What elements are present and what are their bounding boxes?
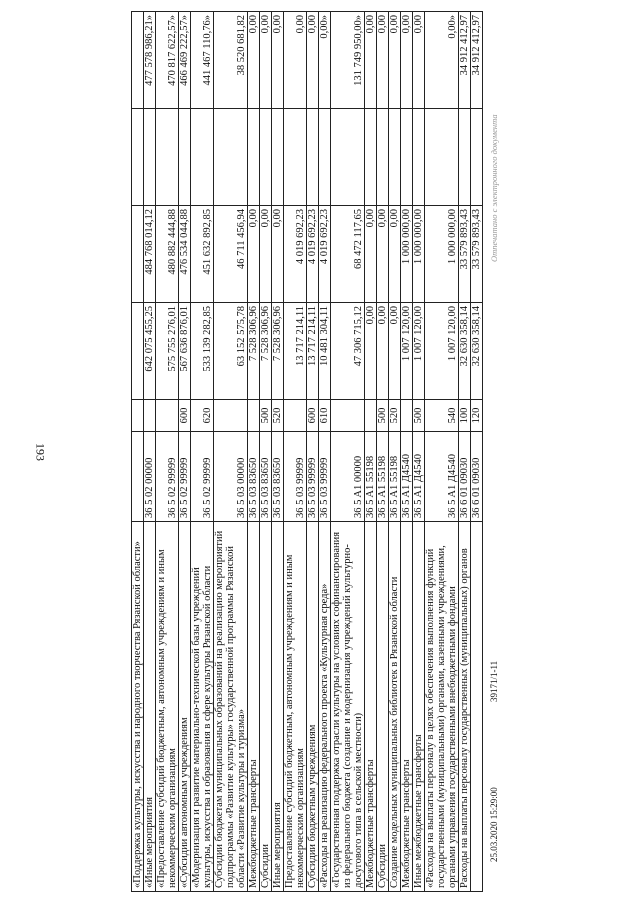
cell-s4: 0,00 (284, 12, 307, 109)
cell-s3 (389, 109, 401, 206)
cell-name: Расходы на выплаты персоналу государственных (муниципальных) органов (459, 522, 471, 892)
cell-s4: 470 817 622,57» (156, 12, 179, 109)
cell-s1: 0,00 (377, 303, 389, 400)
cell-s4: 477 578 986,21» (144, 12, 156, 109)
table-row (284, 12, 307, 892)
cell-code: 36 5 A1 00000 (331, 432, 365, 522)
table-row (377, 12, 389, 892)
cell-code: 36 5 02 99999 (191, 432, 214, 522)
cell-s2: 1 000 000,00 (401, 206, 413, 303)
cell-name: Субсидии бюджетам муниципальных образований на реализацию мероприятий подпрограммы «Развитие культуры» государственной программы Рязанской области «Развитие культуры и туризма» (214, 522, 248, 892)
cell-s4: 0,00 (401, 12, 413, 109)
cell-s2: 484 768 014,12 (144, 206, 156, 303)
cell-code: 36 5 02 00000 (144, 432, 156, 522)
cell-s1 (132, 303, 144, 400)
cell-s1: 10 481 304,11 (319, 303, 331, 400)
cell-code: 36 5 03 00000 (214, 432, 248, 522)
cell-s4: 466 469 222,57» (179, 12, 191, 109)
cell-s3 (471, 109, 483, 206)
table-row (459, 12, 471, 892)
cell-code: 36 5 A1 55198 (377, 432, 389, 522)
cell-name (471, 522, 483, 892)
table-row (132, 12, 144, 892)
cell-vr: 520 (389, 400, 401, 432)
cell-s2: 480 882 444,88 (156, 206, 179, 303)
cell-s4: 34 912 412,97 (459, 12, 471, 109)
cell-s3 (179, 109, 191, 206)
cell-s4: 0,00» (319, 12, 331, 109)
cell-s3 (144, 109, 156, 206)
cell-s3 (319, 109, 331, 206)
table-row (179, 12, 191, 892)
cell-s2: 46 711 456,94 (214, 206, 248, 303)
cell-vr: 500 (377, 400, 389, 432)
cell-s1: 567 636 876,01 (179, 303, 191, 400)
cell-vr (214, 400, 248, 432)
cell-vr (132, 400, 144, 432)
cell-s2: 0,00 (389, 206, 401, 303)
table-row (272, 12, 284, 892)
cell-s1: 533 139 282,85 (191, 303, 214, 400)
cell-s4: 0,00 (260, 12, 272, 109)
cell-name: «Государственная поддержка отрасли культуры на условиях софинансирования из федерального бюджета (создание и модернизация учреждений культурно-досугового типа в сельской местности) (331, 522, 365, 892)
cell-vr (284, 400, 307, 432)
cell-s3 (365, 109, 377, 206)
cell-s1: 7 528 306,96 (260, 303, 272, 400)
cell-name: Субсидии бюджетным учреждениям (307, 522, 319, 892)
cell-s4: 0,00 (272, 12, 284, 109)
cell-code: 36 5 03 99999 (319, 432, 331, 522)
cell-vr: 610 (319, 400, 331, 432)
cell-s2: 0,00 (377, 206, 389, 303)
cell-code: 36 6 01 09030 (459, 432, 471, 522)
table-row (319, 12, 331, 892)
cell-s1: 7 528 306,96 (248, 303, 260, 400)
cell-code: 36 5 A1 Д4540 (413, 432, 425, 522)
cell-s2: 476 534 044,88 (179, 206, 191, 303)
cell-s3 (425, 109, 459, 206)
cell-code: 36 5 02 99999 (156, 432, 179, 522)
cell-s2: 33 579 893,43 (471, 206, 483, 303)
cell-s2: 4 019 692,23 (319, 206, 331, 303)
table-row (214, 12, 248, 892)
table-row (389, 12, 401, 892)
cell-s4: 0,00 (248, 12, 260, 109)
cell-s2: 0,00 (260, 206, 272, 303)
table-row (331, 12, 365, 892)
cell-s1: 575 755 276,01 (156, 303, 179, 400)
cell-vr: 540 (425, 400, 459, 432)
cell-name: «Предоставление субсидий бюджетным, автономным учреждениям и иным некоммерческим организациям (156, 522, 179, 892)
cell-code: 36 5 A1 55198 (389, 432, 401, 522)
cell-vr: 600 (307, 400, 319, 432)
page-number: 193 (33, 443, 48, 461)
cell-vr: 620 (191, 400, 214, 432)
cell-code: 36 5 A1 Д4540 (401, 432, 413, 522)
rotated-sheet (131, 12, 509, 892)
cell-vr (248, 400, 260, 432)
cell-name: Предоставление субсидий бюджетным, автономным учреждениям и иным некоммерческим организациям (284, 522, 307, 892)
cell-s1: 1 007 120,00 (425, 303, 459, 400)
cell-vr: 120 (471, 400, 483, 432)
table-row (156, 12, 179, 892)
cell-vr: 500 (260, 400, 272, 432)
footer (487, 12, 509, 892)
table-row (307, 12, 319, 892)
cell-code: 36 6 01 09030 (471, 432, 483, 522)
cell-code (132, 432, 144, 522)
electronic-stamp: Отпечатано с электронного документа (489, 114, 499, 262)
cell-name: Межбюджетные трансферты (365, 522, 377, 892)
cell-s3 (377, 109, 389, 206)
cell-s2: 68 472 117,65 (331, 206, 365, 303)
cell-s3 (413, 109, 425, 206)
cell-s1: 7 528 306,96 (272, 303, 284, 400)
cell-s4: 441 467 110,76» (191, 12, 214, 109)
cell-s3 (459, 109, 471, 206)
table-row (401, 12, 413, 892)
cell-s2: 0,00 (248, 206, 260, 303)
cell-s2: 4 019 692,23 (284, 206, 307, 303)
cell-name: Создание модельных муниципальных библиотек в Рязанской области (389, 522, 401, 892)
cell-s3 (248, 109, 260, 206)
cell-s4: 0,00 (365, 12, 377, 109)
cell-s1: 1 007 120,00 (401, 303, 413, 400)
cell-s2: 0,00 (272, 206, 284, 303)
cell-name: Иные мероприятия (272, 522, 284, 892)
footer-doc-code: 39171/1-11 (489, 660, 499, 702)
cell-s2: 451 632 892,85 (191, 206, 214, 303)
cell-s1: 1 007 120,00 (413, 303, 425, 400)
cell-s1: 32 630 358,14 (471, 303, 483, 400)
cell-s3 (132, 109, 144, 206)
cell-s2: 1 000 000,00 (425, 206, 459, 303)
cell-code: 36 5 A1 55198 (365, 432, 377, 522)
cell-s4 (132, 12, 144, 109)
cell-s4: 0,00» (425, 12, 459, 109)
table-row (413, 12, 425, 892)
cell-s4: 38 520 681,82 (214, 12, 248, 109)
cell-s1: 32 630 358,14 (459, 303, 471, 400)
cell-name: «Поддержка культуры, искусства и народного творчества Рязанской области» (132, 522, 144, 892)
table-row (144, 12, 156, 892)
cell-name: Субсидии (377, 522, 389, 892)
cell-vr: 600 (179, 400, 191, 432)
cell-s2: 1 000 000,00 (413, 206, 425, 303)
table-row (471, 12, 483, 892)
cell-code: 36 5 03 83650 (272, 432, 284, 522)
cell-s3 (272, 109, 284, 206)
cell-s1: 13 717 214,11 (284, 303, 307, 400)
cell-code: 36 5 A1 Д4540 (425, 432, 459, 522)
cell-s3 (331, 109, 365, 206)
cell-s4: 34 912 412,97 (471, 12, 483, 109)
cell-name: Субсидии (260, 522, 272, 892)
cell-name: Межбюджетные трансферты (248, 522, 260, 892)
cell-s4: 0,00 (413, 12, 425, 109)
table-row (248, 12, 260, 892)
cell-code: 36 5 03 99999 (307, 432, 319, 522)
table-row (425, 12, 459, 892)
cell-s3 (214, 109, 248, 206)
cell-code: 36 5 03 83650 (248, 432, 260, 522)
cell-s4: 0,00 (389, 12, 401, 109)
cell-name: Межбюджетные трансферты (401, 522, 413, 892)
cell-vr (331, 400, 365, 432)
cell-vr: 520 (272, 400, 284, 432)
cell-s4: 0,00 (377, 12, 389, 109)
cell-s3 (156, 109, 179, 206)
cell-s3 (260, 109, 272, 206)
cell-vr (365, 400, 377, 432)
cell-s1: 0,00 (389, 303, 401, 400)
cell-name: «Модернизация и развитие материально-технической базы учреждений культуры, искусства и образования в сфере культуры Рязанской области (191, 522, 214, 892)
cell-s2: 4 019 692,23 (307, 206, 319, 303)
cell-name: «Расходы на реализацию федерального проекта «Культурная среда» (319, 522, 331, 892)
cell-s2: 33 579 893,43 (459, 206, 471, 303)
cell-s1: 13 717 214,11 (307, 303, 319, 400)
table-row (191, 12, 214, 892)
cell-s4: 131 749 950,00» (331, 12, 365, 109)
cell-code: 36 5 03 83650 (260, 432, 272, 522)
cell-s1: 63 152 575,78 (214, 303, 248, 400)
footer-date: 25.03.2020 15:29:00 (489, 787, 499, 862)
cell-name: «Расходы на выплаты персоналу в целях обеспечения выполнения функций государственными (муниципальными) органами, казенными учреждениями, органами управления государственными внебюджетными фондами (425, 522, 459, 892)
cell-vr: 500 (413, 400, 425, 432)
cell-vr (401, 400, 413, 432)
cell-code: 36 5 03 99999 (284, 432, 307, 522)
cell-code: 36 5 02 99999 (179, 432, 191, 522)
cell-name: «Субсидии автономным учреждениям (179, 522, 191, 892)
cell-s3 (191, 109, 214, 206)
cell-s1: 47 306 715,12 (331, 303, 365, 400)
table-row (365, 12, 377, 892)
cell-s3 (284, 109, 307, 206)
cell-s2 (132, 206, 144, 303)
cell-s1: 642 075 455,25 (144, 303, 156, 400)
cell-s4: 0,00 (307, 12, 319, 109)
cell-s1: 0,00 (365, 303, 377, 400)
cell-s2: 0,00 (365, 206, 377, 303)
cell-name: Иные межбюджетные трансферты (413, 522, 425, 892)
cell-vr: 100 (459, 400, 471, 432)
cell-vr (156, 400, 179, 432)
table-row (260, 12, 272, 892)
cell-s3 (307, 109, 319, 206)
budget-table (131, 11, 483, 892)
cell-vr (144, 400, 156, 432)
cell-name: «Иные мероприятия (144, 522, 156, 892)
cell-s3 (401, 109, 413, 206)
